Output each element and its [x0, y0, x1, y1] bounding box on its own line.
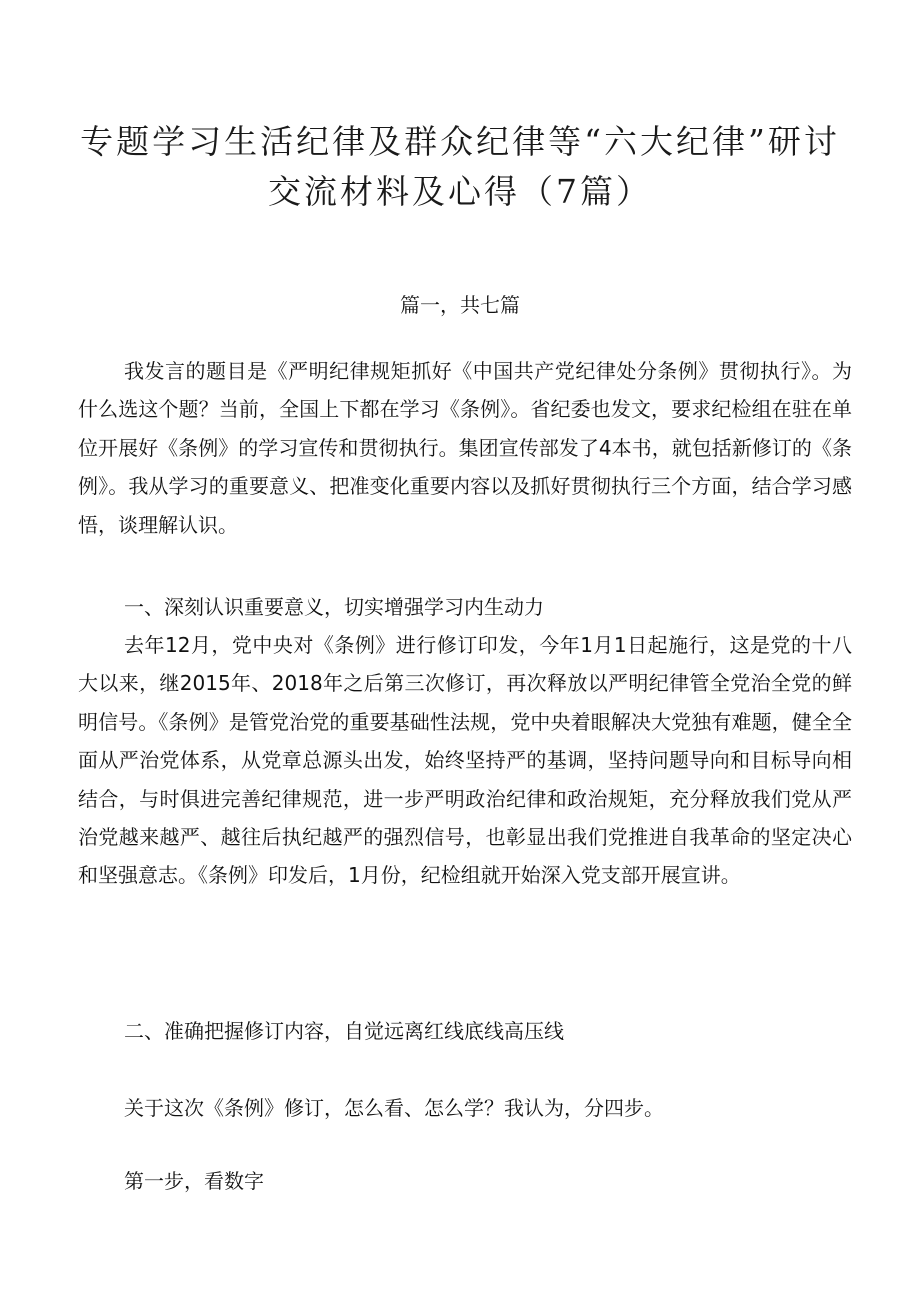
body-line-2: 第一步，看数字 [124, 1169, 264, 1193]
body-paragraph-1: 我发言的题目是《严明纪律规矩抓好《中国共产党纪律处分条例》贯彻执行》。为什么选这个题？当前，全国上下都在学习《条例》。省纪委也发文，要求纪检组在驻在单位开展好《条例》的学习宣传和贯彻执行。集团宣传部发了4本书，就包括新修订的《条例》。我从学习的重要意义、把准变化重要内容以及抓好贯彻执行三个方面，结合学习感悟，谈理解认识。 [78, 359, 852, 537]
body-paragraph-2: 去年12月，党中央对《条例》进行修订印发，今年1月1日起施行，这是党的十八大以来，继2015年、2018年之后第三次修订，再次释放以严明纪律管全党治全党的鲜明信号。《条例》是管党治党的重要基础性法规，党中央着眼解决大党独有难题，健全全面从严治党体系，从党章总源头出发，始终坚持严的基调，坚持问题导向和目标导向相结合，与时俱进完善纪律规范，进一步严明政治纪律和政治规矩，充分释放我们党从严治党越来越严、越往后执纪越严的强烈信号，也彰显出我们党推进自我革命的坚定决心和坚强意志。《条例》印发后，1月份，纪检组就开始深入党支部开展宣讲。 [78, 633, 852, 888]
body-line-1: 关于这次《条例》修订，怎么看、怎么学？我认为，分四步。 [124, 1096, 664, 1120]
section-label: 篇一，共七篇 [400, 293, 520, 317]
document-title-line-1: 专题学习生活纪律及群众纪律等“六大纪律”研讨 [80, 122, 840, 161]
section-heading-2: 二、准确把握修订内容，自觉远离红线底线高压线 [124, 1019, 564, 1043]
document-title-line-2: 交流材料及心得（7篇） [268, 172, 652, 211]
section-heading-1: 一、深刻认识重要意义，切实增强学习内生动力 [124, 595, 544, 619]
